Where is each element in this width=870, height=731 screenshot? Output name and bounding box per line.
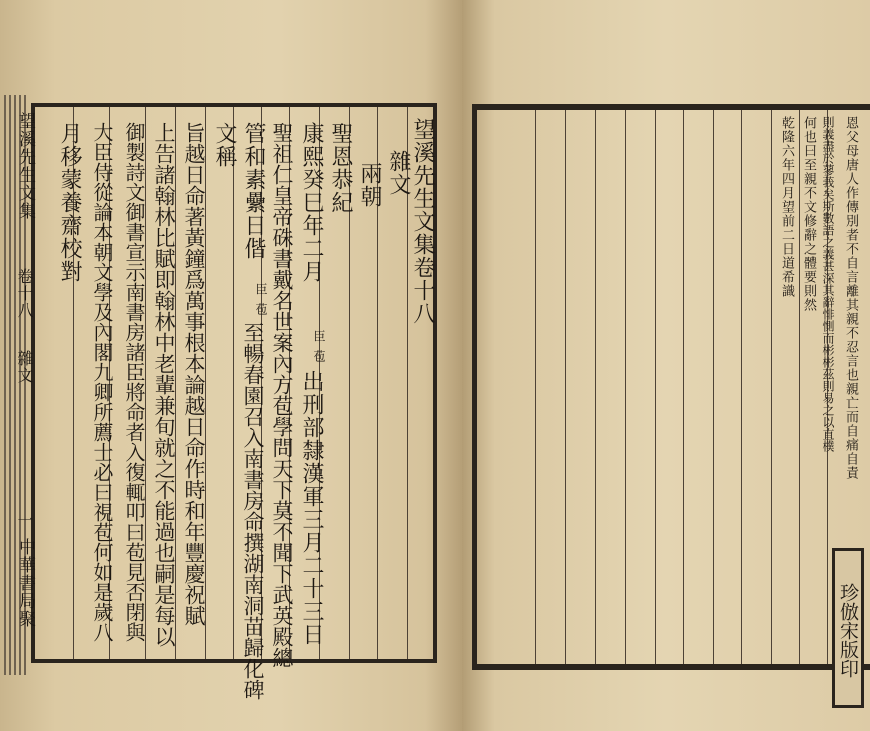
text-line-3a: 管和素纍日偕 xyxy=(241,122,266,260)
postscript-line-3: 何也曰至親不文修辭之體要則然 xyxy=(801,116,816,312)
text-line-6: 上告諸翰林比賦即翰林中老輩兼旬就之不能過也嗣是每以 xyxy=(152,122,176,647)
margin-volume: 卷十八 xyxy=(15,268,34,319)
essay-title: 聖恩恭紀 xyxy=(328,122,353,214)
text-line-1-small-bao: 苞 xyxy=(312,350,326,363)
postscript-line-2: 則義盡於蓼莪矣斯數語之義甚深其辭悱惻而彬彬茲則易之以直樸 xyxy=(821,116,835,452)
text-line-8: 大臣侍從論本朝文學及內閣九卿所薦士必曰視苞何如是歲八 xyxy=(90,122,114,642)
publisher-stamp: 珍倣宋版印 xyxy=(832,548,864,708)
margin-page-number: 一 xyxy=(15,512,34,529)
postscript-line-1: 恩父母唐人作傳別者不自言離其親不忍言也親亡而自痛自責 xyxy=(843,116,858,480)
book-header: 望溪先生文集卷十八 xyxy=(410,118,435,325)
text-line-1a: 康熙癸巳年二月 xyxy=(299,122,324,283)
text-line-3-small-chen: 臣 xyxy=(254,283,268,296)
text-line-1-small-chen: 臣 xyxy=(312,330,326,343)
text-line-3-small-bao: 苞 xyxy=(254,303,268,316)
text-line-9: 月移蒙養齋校對 xyxy=(57,122,82,283)
subsection-heading: 兩朝 xyxy=(357,162,382,208)
text-line-5: 旨越日命著黃鐘爲萬事根本論越日命作時和年豐慶祝賦 xyxy=(182,122,206,626)
margin-title: 望溪先生文集 xyxy=(15,112,35,220)
text-line-1b: 出刑部隸漢軍三月二十三日 xyxy=(299,370,324,646)
text-line-7: 御製詩文御書宣示南書房諸臣將命者入復輒叩曰苞見否閉與 xyxy=(122,122,146,642)
postscript-line-4: 乾隆六年四月望前二日道希識 xyxy=(779,116,794,298)
text-line-3b: 至暢春園召入南書房命撰湖南洞苗歸化碑 xyxy=(241,322,265,700)
margin-section: 雜文 xyxy=(15,350,34,384)
margin-publisher: 中華書局聚 xyxy=(15,538,35,628)
text-line-2: 聖祖仁皇帝硃書戴名世案內方苞學問天下莫不聞下武英殿總 xyxy=(270,122,294,668)
text-line-4: 文稱 xyxy=(212,122,237,168)
section-heading: 雜文 xyxy=(386,150,411,196)
